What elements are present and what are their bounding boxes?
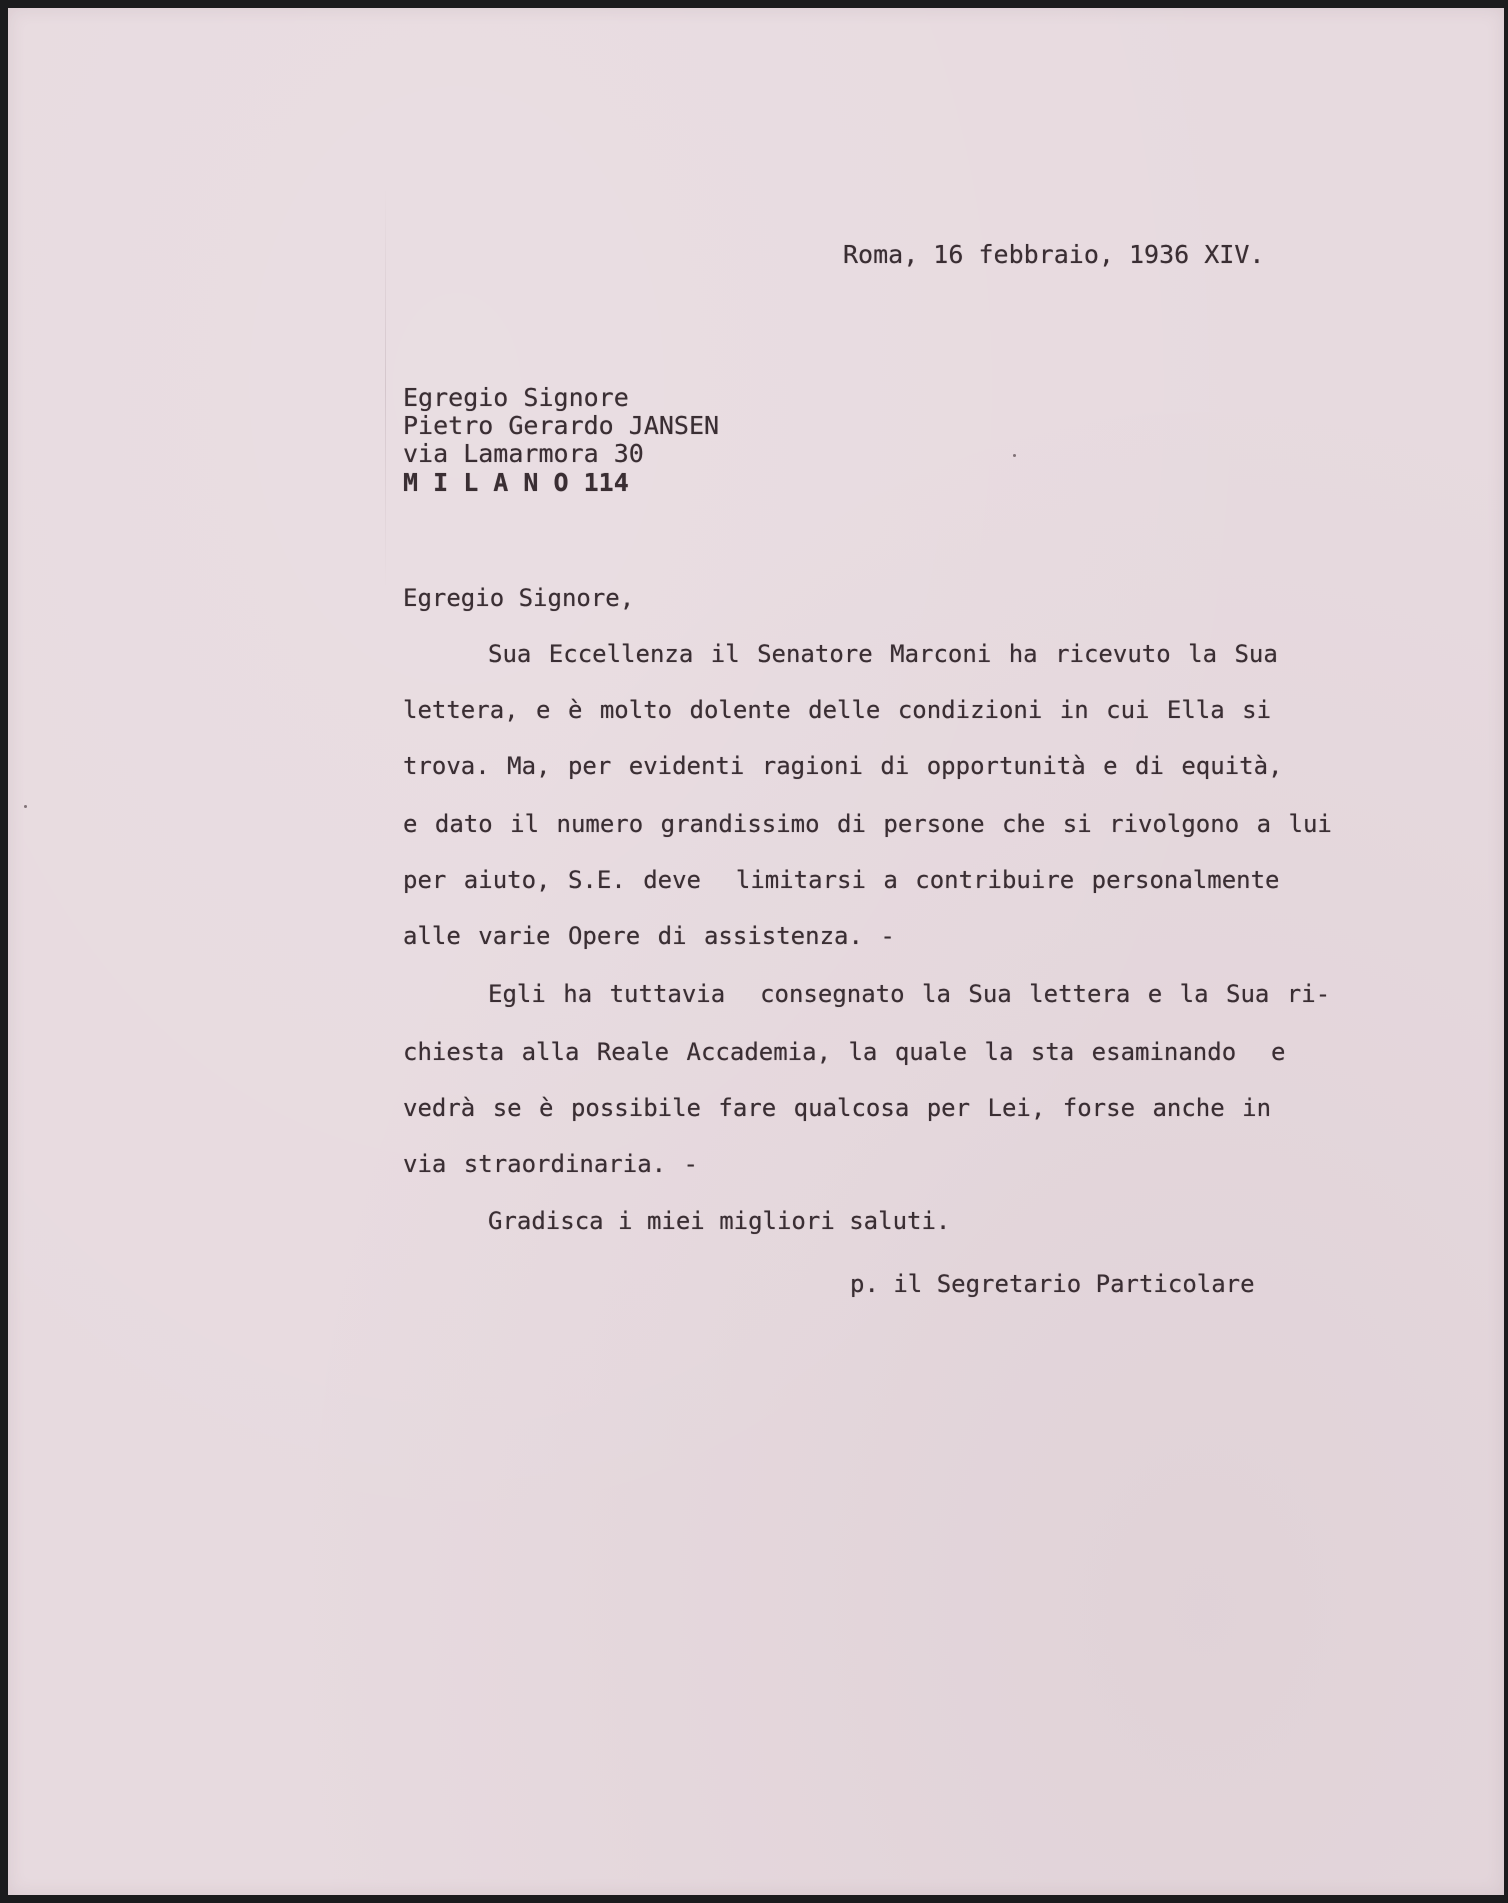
body-line-8: chiesta alla Reale Accademia, la quale la sta esaminando e bbox=[403, 1038, 1286, 1066]
paper-fold-mark bbox=[385, 188, 386, 588]
ink-speck bbox=[1013, 454, 1016, 457]
body-line-3: trova. Ma, per evidenti ragioni di opportunità e di equità, bbox=[403, 752, 1283, 780]
body-line-6: alle varie Opere di assistenza. - bbox=[403, 922, 895, 950]
closing-greeting: Gradisca i miei migliori saluti. bbox=[488, 1207, 951, 1235]
recipient-street: via Lamarmora 30 bbox=[403, 439, 644, 468]
recipient-title: Egregio Signore bbox=[403, 383, 629, 412]
body-line-5: per aiuto, S.E. deve limitarsi a contribuire personalmente bbox=[403, 866, 1280, 894]
letter-sheet bbox=[8, 8, 1504, 1895]
body-line-9: vedrà se è possibile fare qualcosa per Lei, forse anche in bbox=[403, 1094, 1272, 1122]
letter-date: Roma, 16 febbraio, 1936 XIV. bbox=[843, 240, 1265, 269]
body-line-1: Sua Eccellenza il Senatore Marconi ha ricevuto la Sua bbox=[488, 640, 1278, 668]
salutation: Egregio Signore, bbox=[403, 584, 635, 612]
body-line-2: lettera, e è molto dolente delle condizioni in cui Ella si bbox=[403, 696, 1272, 724]
letterhead-bleed-through bbox=[108, 268, 1238, 408]
recipient-name: Pietro Gerardo JANSEN bbox=[403, 411, 720, 440]
signature-line: p. il Segretario Particolare bbox=[850, 1270, 1255, 1298]
body-line-7: Egli ha tuttavia consegnato la Sua lettera e la Sua ri- bbox=[488, 980, 1331, 1008]
ink-speck bbox=[24, 805, 27, 808]
body-line-10: via straordinaria. - bbox=[403, 1150, 698, 1178]
body-line-4: e dato il numero grandissimo di persone che si rivolgono a lui bbox=[403, 810, 1332, 838]
recipient-city: M I L A N O 114 bbox=[403, 468, 629, 497]
